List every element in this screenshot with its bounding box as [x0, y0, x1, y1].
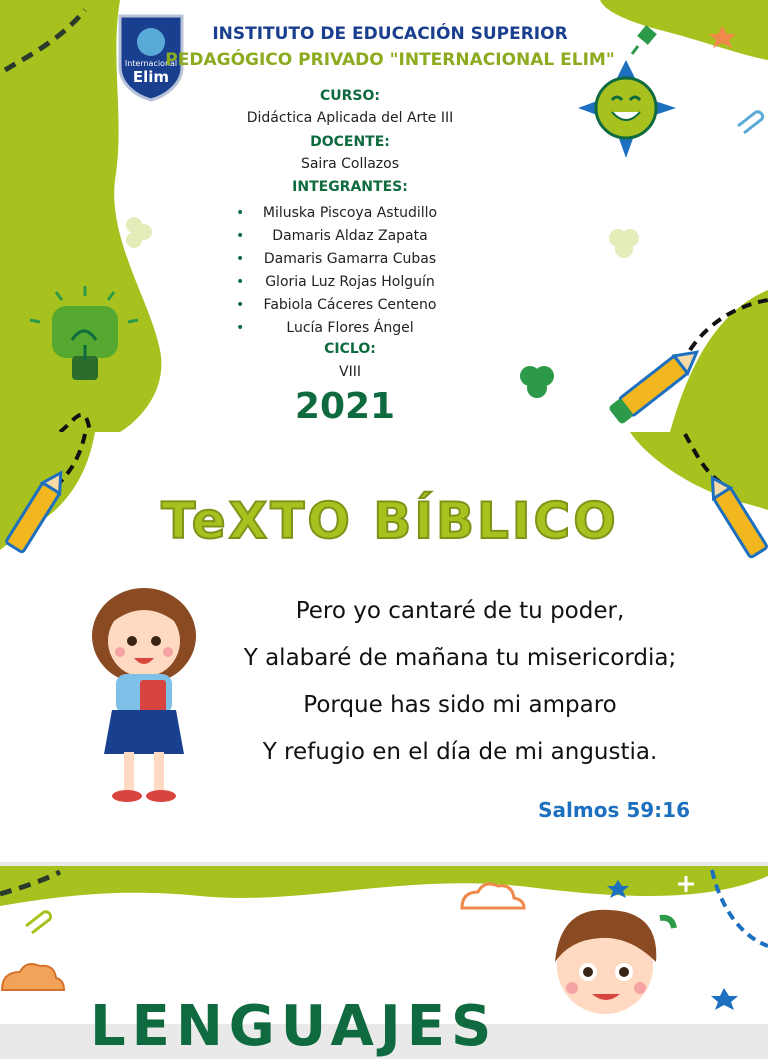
cycle-value: VIII — [339, 364, 361, 380]
girl-illustration — [84, 586, 204, 811]
cloud-icon — [2, 964, 64, 990]
members-label: INTEGRANTES: — [292, 179, 408, 195]
bible-title-slide — [0, 432, 768, 562]
section-title: TeXTO BÍBLICO — [161, 492, 619, 550]
year: 2021 — [294, 386, 396, 427]
members-list — [230, 202, 470, 340]
list-item: • Damaris Aldaz Zapata — [230, 225, 470, 248]
cover-slide — [0, 0, 768, 432]
logo-line2: Elim — [132, 68, 170, 86]
paperclip-icon — [738, 112, 763, 133]
list-item: • Lucía Flores Ángel — [230, 317, 470, 340]
pin-icon — [632, 25, 657, 54]
institution-line1: INSTITUTO DE EDUCACIÓN SUPERIOR — [212, 24, 568, 44]
clover-icon — [126, 217, 152, 248]
institution-line2: PEDAGÓGICO PRIVADO "INTERNACIONAL ELIM" — [165, 50, 615, 70]
list-item: • Damaris Gamarra Cubas — [230, 248, 470, 271]
clover-icon — [520, 366, 554, 398]
verse-line-1: Pero yo cantaré de tu poder, — [295, 598, 625, 624]
verse-line-3: Porque has sido mi amparo — [303, 692, 617, 718]
verse-line-4: Y refugio en el día de mi angustia. — [262, 739, 658, 765]
verse-line-2: Y alabaré de mañana tu misericordia; — [243, 645, 677, 671]
cycle-label: CICLO: — [324, 341, 376, 357]
sun-icon — [578, 60, 676, 158]
list-item: • Gloria Luz Rojas Holguín — [230, 271, 470, 294]
course-value: Didáctica Aplicada del Arte III — [246, 110, 454, 126]
section-title: LENGUAJES — [90, 994, 498, 1059]
clover-icon — [609, 229, 639, 258]
teacher-value: Saira Collazos — [300, 156, 400, 172]
list-item: • Miluska Piscoya Astudillo — [230, 202, 470, 225]
languages-slide — [0, 866, 768, 1059]
paperclip-icon — [26, 912, 51, 933]
star-icon — [711, 988, 738, 1010]
list-item: • Fabiola Cáceres Centeno — [230, 294, 470, 317]
cloud-icon — [462, 884, 524, 908]
course-label: CURSO: — [319, 88, 380, 104]
verse-citation: Salmos 59:16 — [538, 798, 690, 822]
teacher-label: DOCENTE: — [310, 134, 390, 150]
verse-slide — [0, 562, 768, 862]
logo-line1: Internacional — [124, 59, 178, 68]
